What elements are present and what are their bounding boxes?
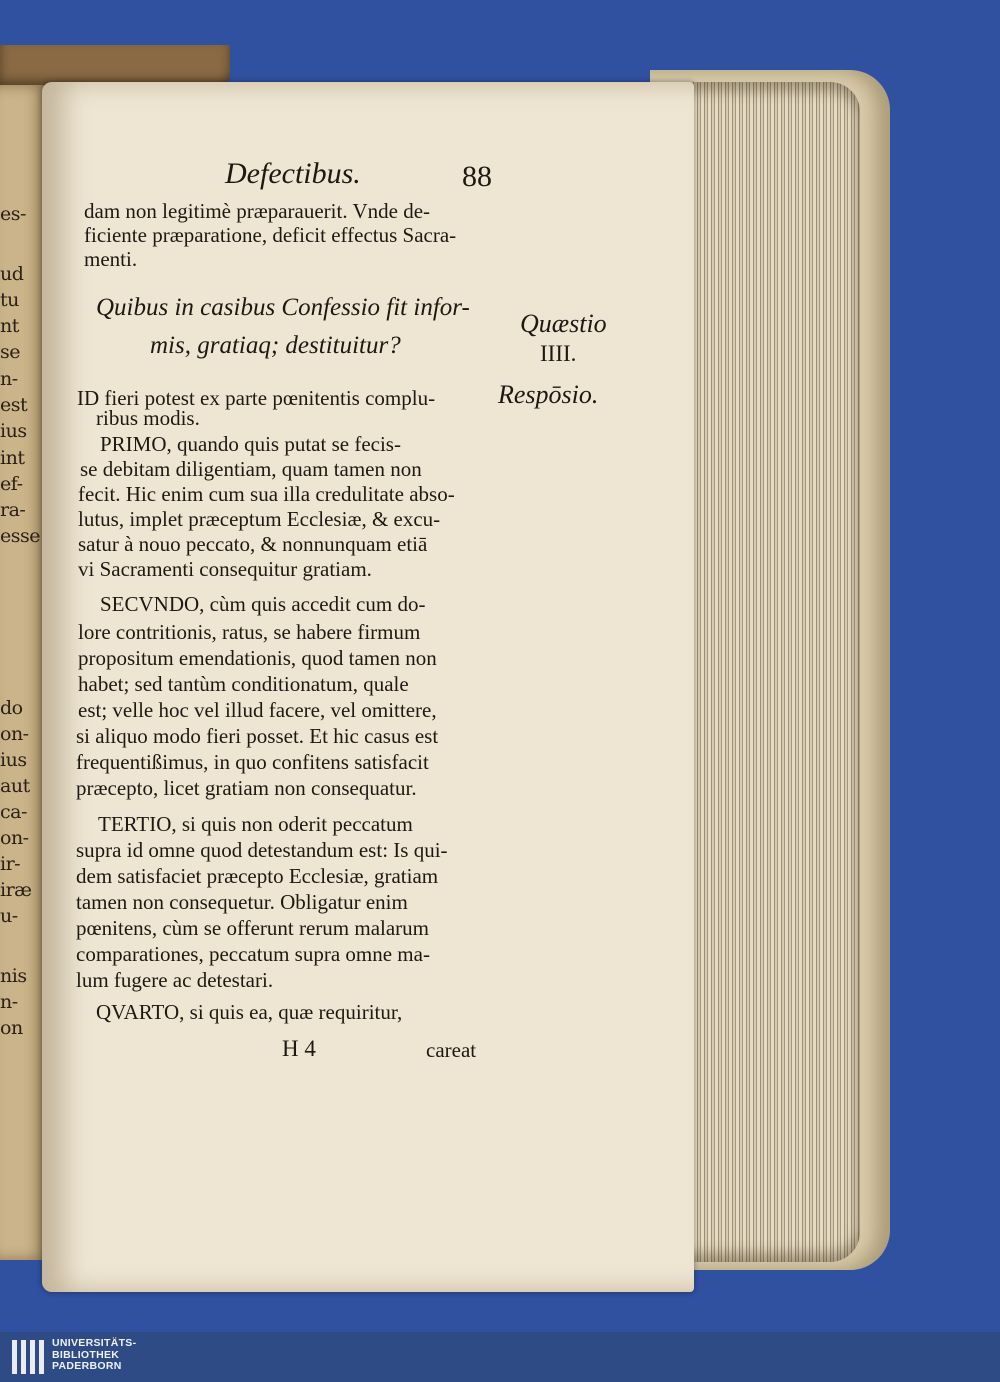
margin-fragment: do [0, 697, 23, 719]
margin-fragment: on- [0, 723, 29, 745]
margin-number: IIII. [540, 341, 577, 366]
page-number: 88 [462, 160, 492, 193]
library-name [52, 1338, 136, 1373]
margin-fragment: esse [0, 525, 40, 547]
text-line: dam non legitimè præparauerit. Vnde de- [84, 199, 431, 223]
question-heading: Quibus in casibus Confessio fit infor- [96, 294, 470, 321]
text-line: satur à nouo peccato, & nonnunquam etiā [78, 532, 428, 556]
running-title: Defectibus. [225, 157, 361, 190]
margin-fragment: iræ [0, 879, 32, 901]
text-line: se debitam diligentiam, quam tamen non [80, 457, 422, 481]
question-heading: mis, gratiaq; destituitur? [150, 332, 401, 359]
margin-fragment: aut [0, 775, 30, 797]
text-line: SECVNDO, cùm quis accedit cum do- [100, 592, 426, 616]
text-line: fecit. Hic enim cum sua illa credulitate abso- [78, 482, 455, 506]
margin-fragment: est [0, 394, 28, 416]
library-name-line: PADERBORN [52, 1360, 122, 1372]
text-line: est; velle hoc vel illud facere, vel omittere, [78, 698, 437, 722]
text-line: tamen non consequetur. Obligatur enim [76, 890, 408, 914]
text-line: si aliquo modo fieri posset. Et hic casus est [76, 724, 439, 748]
margin-fragment: tu [0, 289, 19, 311]
text-line: PRIMO, quando quis putat se fecis- [100, 432, 401, 456]
margin-fragment: ef- [0, 473, 23, 495]
margin-fragment: on [0, 1017, 23, 1039]
margin-fragment: int [0, 447, 25, 469]
library-name-line: BIBLIOTHEK [52, 1348, 120, 1361]
facing-page-edge [0, 85, 48, 1260]
margin-fragment: ius [0, 749, 27, 771]
margin-label-responsio: Respōsio. [498, 380, 599, 409]
margin-fragment: nis [0, 965, 27, 987]
text-line: ribus modis. [96, 406, 200, 430]
text-line: frequentißimus, in quo confitens satisfacit [76, 750, 429, 774]
page-block-edges [680, 82, 860, 1262]
text-line: menti. [84, 247, 138, 271]
library-name-line: UNIVERSITÄTS- [52, 1337, 137, 1349]
text-line: pœnitens, cùm se offerunt rerum malarum [76, 916, 430, 940]
text-line: ID fieri potest ex parte pœnitentis complu- [77, 386, 436, 410]
margin-fragment: es- [0, 203, 26, 225]
catchword: careat [426, 1038, 477, 1062]
margin-fragment: u- [0, 905, 18, 927]
text-line: supra id omne quod detestandum est: Is qui- [76, 838, 448, 862]
text-line: lutus, implet præceptum Ecclesiæ, & excu- [78, 507, 441, 531]
text-line: habet; sed tantùm conditionatum, quale [78, 672, 409, 696]
margin-fragment: on- [0, 827, 29, 849]
text-line: lore contritionis, ratus, se habere firmum [78, 620, 421, 644]
library-footer [0, 1332, 1000, 1382]
margin-fragment: se [0, 341, 20, 363]
margin-fragment: ius [0, 420, 27, 442]
text-line: lum fugere ac detestari. [76, 968, 274, 992]
text-line: comparationes, peccatum supra omne ma- [76, 942, 430, 966]
text-line: ficiente præparatione, deficit effectus Sacra- [84, 223, 457, 247]
library-logo-icon [12, 1340, 44, 1374]
margin-label-quaestio: Quæstio [520, 309, 607, 338]
text-line: propositum emendationis, quod tamen non [78, 646, 437, 670]
text-line: dem satisfaciet præcepto Ecclesiæ, gratiam [76, 864, 439, 888]
text-line: vi Sacramenti consequitur gratiam. [78, 557, 372, 581]
text-line: TERTIO, si quis non oderit peccatum [98, 812, 413, 836]
signature-mark: H 4 [282, 1036, 316, 1061]
text-line: QVARTO, si quis ea, quæ requiritur, [96, 1000, 403, 1024]
margin-fragment: ir- [0, 853, 21, 875]
margin-fragment: nt [0, 315, 19, 337]
margin-fragment: ca- [0, 801, 27, 823]
margin-fragment: n- [0, 368, 18, 390]
binding-strip [0, 45, 230, 87]
margin-fragment: ud [0, 263, 24, 285]
margin-fragment: n- [0, 991, 18, 1013]
margin-fragment: ra- [0, 499, 26, 521]
text-line: præcepto, licet gratiam non consequatur. [76, 776, 417, 800]
